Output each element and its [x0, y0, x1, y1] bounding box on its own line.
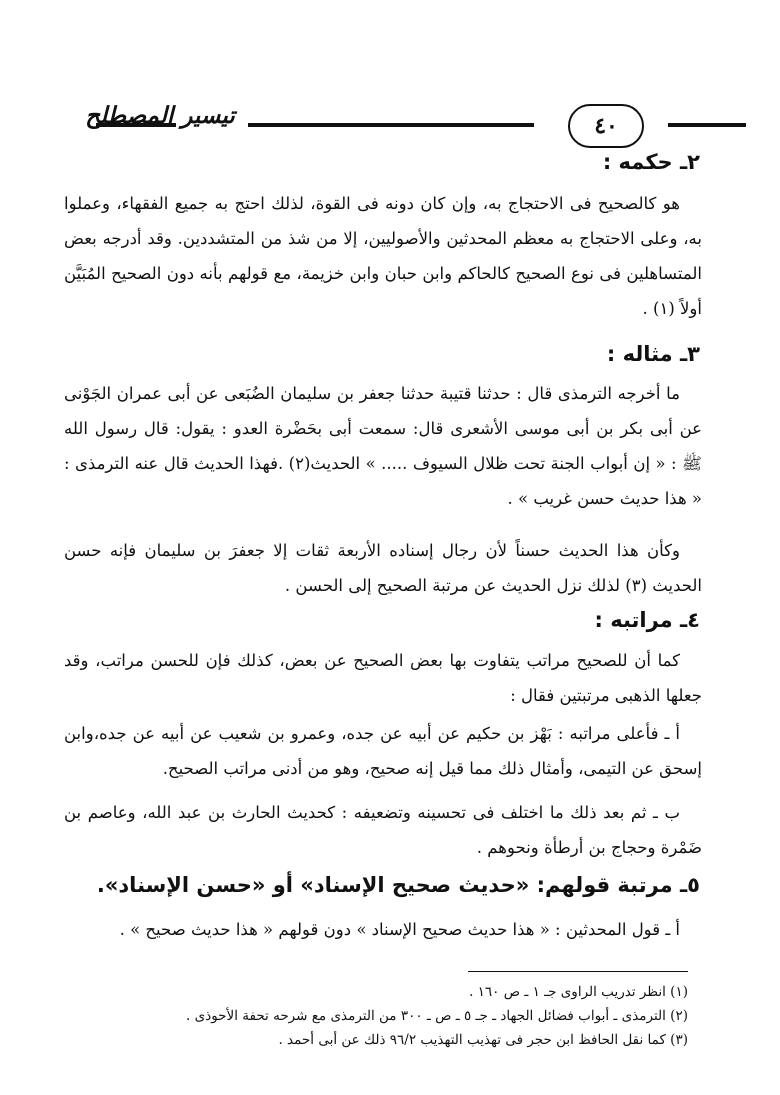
- page-number: ٤٠: [568, 104, 644, 148]
- paragraph: [64, 912, 702, 947]
- paragraph-text: كما أن للصحيح مراتب يتفاوت بها بعض الصحيح عن بعض، كذلك فإن للحسن مراتب، وقد جعلها الذهبى مرتبتين فقال :: [64, 651, 702, 705]
- paragraph: [64, 376, 702, 516]
- paragraph: [64, 533, 702, 603]
- paragraph: [64, 716, 702, 786]
- section-heading-ranks: ٤ـ مراتبه :: [594, 608, 700, 632]
- paragraph-text: أ ـ قول المحدثين : « هذا حديث صحيح الإسناد » دون قولهم « هذا حديث صحيح » .: [119, 920, 680, 939]
- footnote: (٢) الترمذى ـ أبواب فضائل الجهاد ـ جـ ٥ ـ ص ـ ٣٠٠ من الترمذى مع شرحه تحفة الأحوذى .: [186, 1008, 688, 1024]
- paragraph-text: هو كالصحيح فى الاحتجاج به، وإن كان دونه فى القوة، لذلك احتج به جميع الفقهاء، وعملوا به، وعلى الاحتجاج به معظم المحدثين والأصوليين، إلا من شذ من المتشددين. وقد أدرجه بعض المتساهلين فى نوع الصحيح كالحاكم وابن حبان وابن خزيمة، مع قولهم بأنه دون الصحيح المُبَيَّن أولاً (١) .: [64, 194, 702, 318]
- paragraph-text: ب ـ ثم بعد ذلك ما اختلف فى تحسينه وتضعيفه : كحديث الحارث بن عبد الله، وعاصم بن ضَمْرة وحجاج بن أرطأة ونحوهم .: [64, 803, 702, 857]
- paragraph: [64, 795, 702, 865]
- footnote-rule: [468, 971, 688, 972]
- footnote: (١) انظر تدريب الراوى جـ ١ ـ ص ١٦٠ .: [469, 984, 688, 1000]
- paragraph-text: ما أخرجه الترمذى قال : حدثنا قتيبة حدثنا جعفر بن سليمان الضُبَعى عن أبى عمران الجَوْنى عن أبى بكر بن أبى موسى الأشعرى قال: سمعت أبى بحَضْرة العدو : يقول: قال رسول الله ﷺ : « إن أبواب الجنة تحت ظلال السيوف ..... » الحديث(٢) .فهذا الحديث قال عنه الترمذى : « هذا حديث حسن غريب » .: [64, 384, 702, 508]
- section-heading-ruling: ٢ـ حكمه :: [602, 150, 700, 174]
- paragraph-text: أ ـ فأعلى مراتبه : بَهْز بن حكيم عن أبيه عن جده، وعمرو بن شعيب عن أبيه عن جده،وابن إسحق عن التيمى، وأمثال ذلك مما قيل إنه صحيح، وهو من أدنى مراتب الصحيح.: [64, 724, 702, 778]
- paragraph: [64, 186, 702, 326]
- footnotes: [64, 980, 688, 1052]
- paragraph: [64, 643, 702, 713]
- running-title: تيسير المصطلح: [85, 102, 235, 129]
- paragraph-text: وكأن هذا الحديث حسناً لأن رجال إسناده الأربعة ثقات إلا جعفرَ بن سليمان فإنه حسن الحديث (٣) لذلك نزل الحديث عن مرتبة الصحيح إلى الحسن .: [64, 541, 702, 595]
- footnote: (٣) كما نقل الحافظ ابن حجر فى تهذيب التهذيب ٩٦/٢ ذلك عن أبى أحمد .: [278, 1032, 688, 1048]
- section-heading-example: ٣ـ مثاله :: [606, 342, 700, 366]
- section-heading-isnad: ٥ـ مرتبة قولهم: «حديث صحيح الإسناد» أو «حسن الإسناد».: [96, 873, 700, 897]
- header-rule: [248, 123, 534, 127]
- header-rule: [668, 123, 746, 127]
